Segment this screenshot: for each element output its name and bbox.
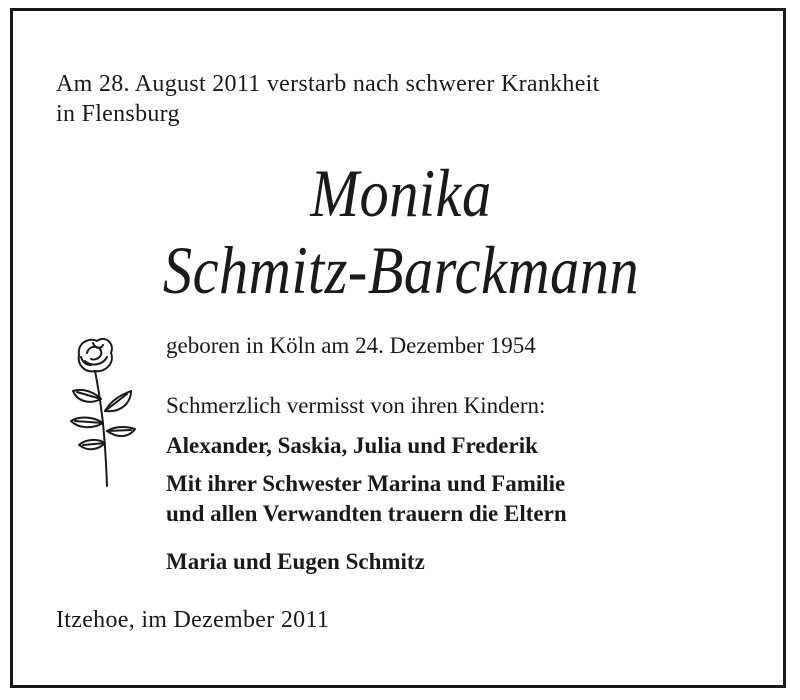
- parents-names: Maria und Eugen Schmitz: [166, 549, 425, 574]
- intro-text: [56, 69, 756, 129]
- sister-line-1: Mit ihrer Schwester Marina und Familie: [166, 471, 566, 496]
- birth-info: geboren in Köln am 24. Dezember 1954: [166, 333, 536, 358]
- first-name: Monika: [310, 155, 492, 231]
- rose-icon: [65, 331, 145, 491]
- sister-text: [166, 469, 567, 529]
- children-names: Alexander, Saskia, Julia und Frederik: [166, 433, 538, 458]
- obituary-frame: [10, 8, 786, 688]
- last-name: Schmitz-Barckmann: [162, 232, 640, 308]
- intro-line-1: Am 28. August 2011 verstarb nach schwerer Krankheit: [56, 71, 600, 97]
- intro-line-2: in Flensburg: [56, 101, 180, 127]
- missed-by-text: Schmerzlich vermisst von ihren Kindern:: [166, 393, 546, 418]
- place-date: Itzehoe, im Dezember 2011: [56, 607, 330, 633]
- sister-line-2: und allen Verwandten trauern die Eltern: [166, 501, 567, 526]
